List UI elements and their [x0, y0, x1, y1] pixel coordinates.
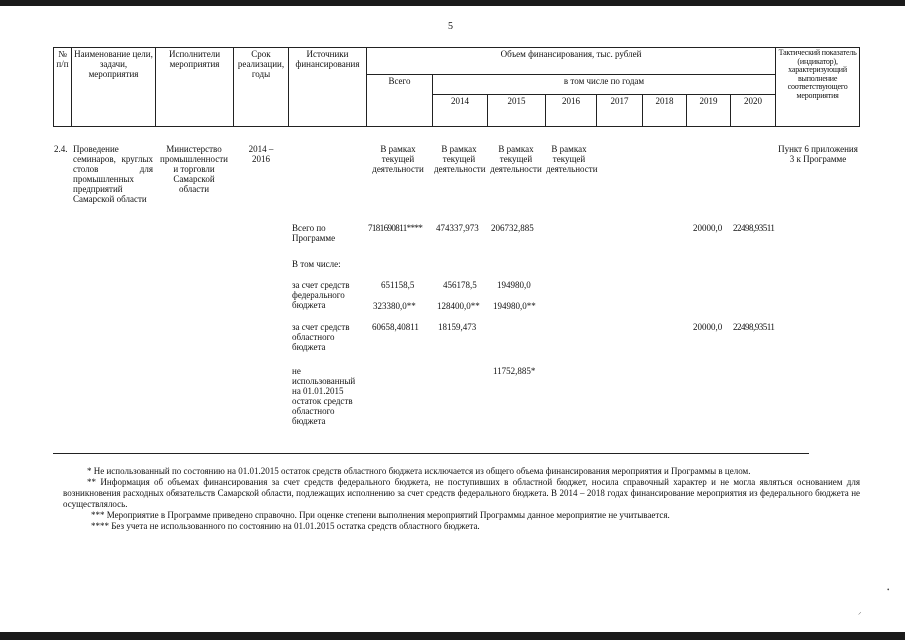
header-total: Всего [367, 75, 433, 127]
federal-total-a: 651158,5 [381, 280, 415, 290]
row-current-activity-total: В рамках текущей деятельности [372, 144, 424, 174]
header-year-2019: 2019 [687, 95, 731, 127]
header-year-2014: 2014 [433, 95, 488, 127]
header-term: Срок реализации, годы [234, 48, 289, 127]
program-total-2015: 206732,885 [491, 223, 534, 233]
program-total-label: Всего по Программе [292, 223, 336, 243]
row-current-activity-2015: В рамках текущей деятельности [490, 144, 542, 174]
row-executor: Министерство промышленности и торговли Самарской области [160, 144, 228, 194]
federal-2015-a: 194980,0 [497, 280, 531, 290]
page-number: 5 [448, 21, 453, 32]
header-name: Наименование цели, задачи, мероприятия [72, 48, 156, 127]
header-executors: Исполнители мероприятия [156, 48, 234, 127]
including-label: В том числе: [292, 259, 341, 269]
footnote-3: *** Мероприятие в Программе приведено справочно. При оценке степени выполнения мероприятий Программы данное мероприятие не учитывается. [91, 510, 670, 520]
footnote-4: **** Без учета не использованного по состоянию на 01.01.2015 остатка средств областного бюджета. [91, 521, 480, 531]
row-indicator: Пункт 6 приложения 3 к Программе [778, 144, 858, 164]
header-financing: Объем финансирования, тыс. рублей [367, 48, 776, 75]
regional-total: 60658,40811 [372, 322, 419, 332]
header-tactical-indicator: Тактический показатель (индикатор), характеризующий выполнение соответствующего мероприятия [776, 48, 860, 127]
row-current-activity-2016: В рамках текущей деятельности [546, 144, 598, 174]
header-sources: Источники финансирования [289, 48, 367, 127]
federal-2015-b: 194980,0** [493, 301, 536, 311]
header-year-2017: 2017 [597, 95, 643, 127]
header-year-2020: 2020 [731, 95, 776, 127]
row-name: Проведение семинаров, круглых столов для промышленных предприятий Самарской области [73, 144, 153, 204]
top-scan-border [0, 0, 905, 6]
row-number: 2.4. [54, 144, 68, 154]
regional-2019: 20000,0 [693, 322, 723, 332]
federal-total-b: 323380,0** [373, 301, 416, 311]
row-current-activity-2014: В рамках текущей деятельности [434, 144, 486, 174]
program-total-value: 7181690811**** [368, 223, 423, 233]
bottom-scan-border [0, 632, 905, 640]
program-total-2020: 22498,93511 [733, 223, 775, 233]
footnotes [63, 466, 860, 532]
header-table [53, 47, 860, 127]
row-term: 2014 – 2016 [248, 144, 274, 164]
federal-2014-b: 128400,0** [437, 301, 480, 311]
unused-balance-label: не использованный на 01.01.2015 остаток средств областного бюджета [292, 366, 356, 426]
scan-speck: ⸝ [858, 608, 862, 616]
header-year-2018: 2018 [643, 95, 687, 127]
unused-balance-2015: 11752,885* [493, 366, 536, 376]
footnote-1: * Не использованный по состоянию на 01.01.2015 остаток средств областного бюджета исключается из общего объема финансирования мероприятия и Программы в целом. [87, 466, 751, 476]
federal-2014-a: 456178,5 [443, 280, 477, 290]
program-total-2019: 20000,0 [693, 223, 723, 233]
footnote-separator [53, 453, 809, 454]
header-no: № п/п [54, 48, 72, 127]
regional-2014: 18159,473 [438, 322, 477, 332]
header-year-2016: 2016 [546, 95, 597, 127]
federal-budget-label: за счет средств федерального бюджета [292, 280, 350, 310]
program-total-2014: 474337,973 [436, 223, 479, 233]
regional-2020: 22498,93511 [733, 322, 775, 332]
header-by-years: в том числе по годам [433, 75, 776, 95]
scan-speck: • [887, 586, 890, 594]
regional-budget-label: за счет средств областного бюджета [292, 322, 350, 352]
header-year-2015: 2015 [488, 95, 546, 127]
footnote-2: ** Информация об объемах финансирования за счет средств федерального бюджета, не поступивших в областной бюджет, носила справочный характер и не могла являться основанием для возникновения расходных обязательств Самарской области, подлежащих исполнению за счет средств федерального бюджета. В 2014 – 2018 годах финансирование мероприятия из федерального бюджета не осуществлялось. [63, 477, 860, 509]
